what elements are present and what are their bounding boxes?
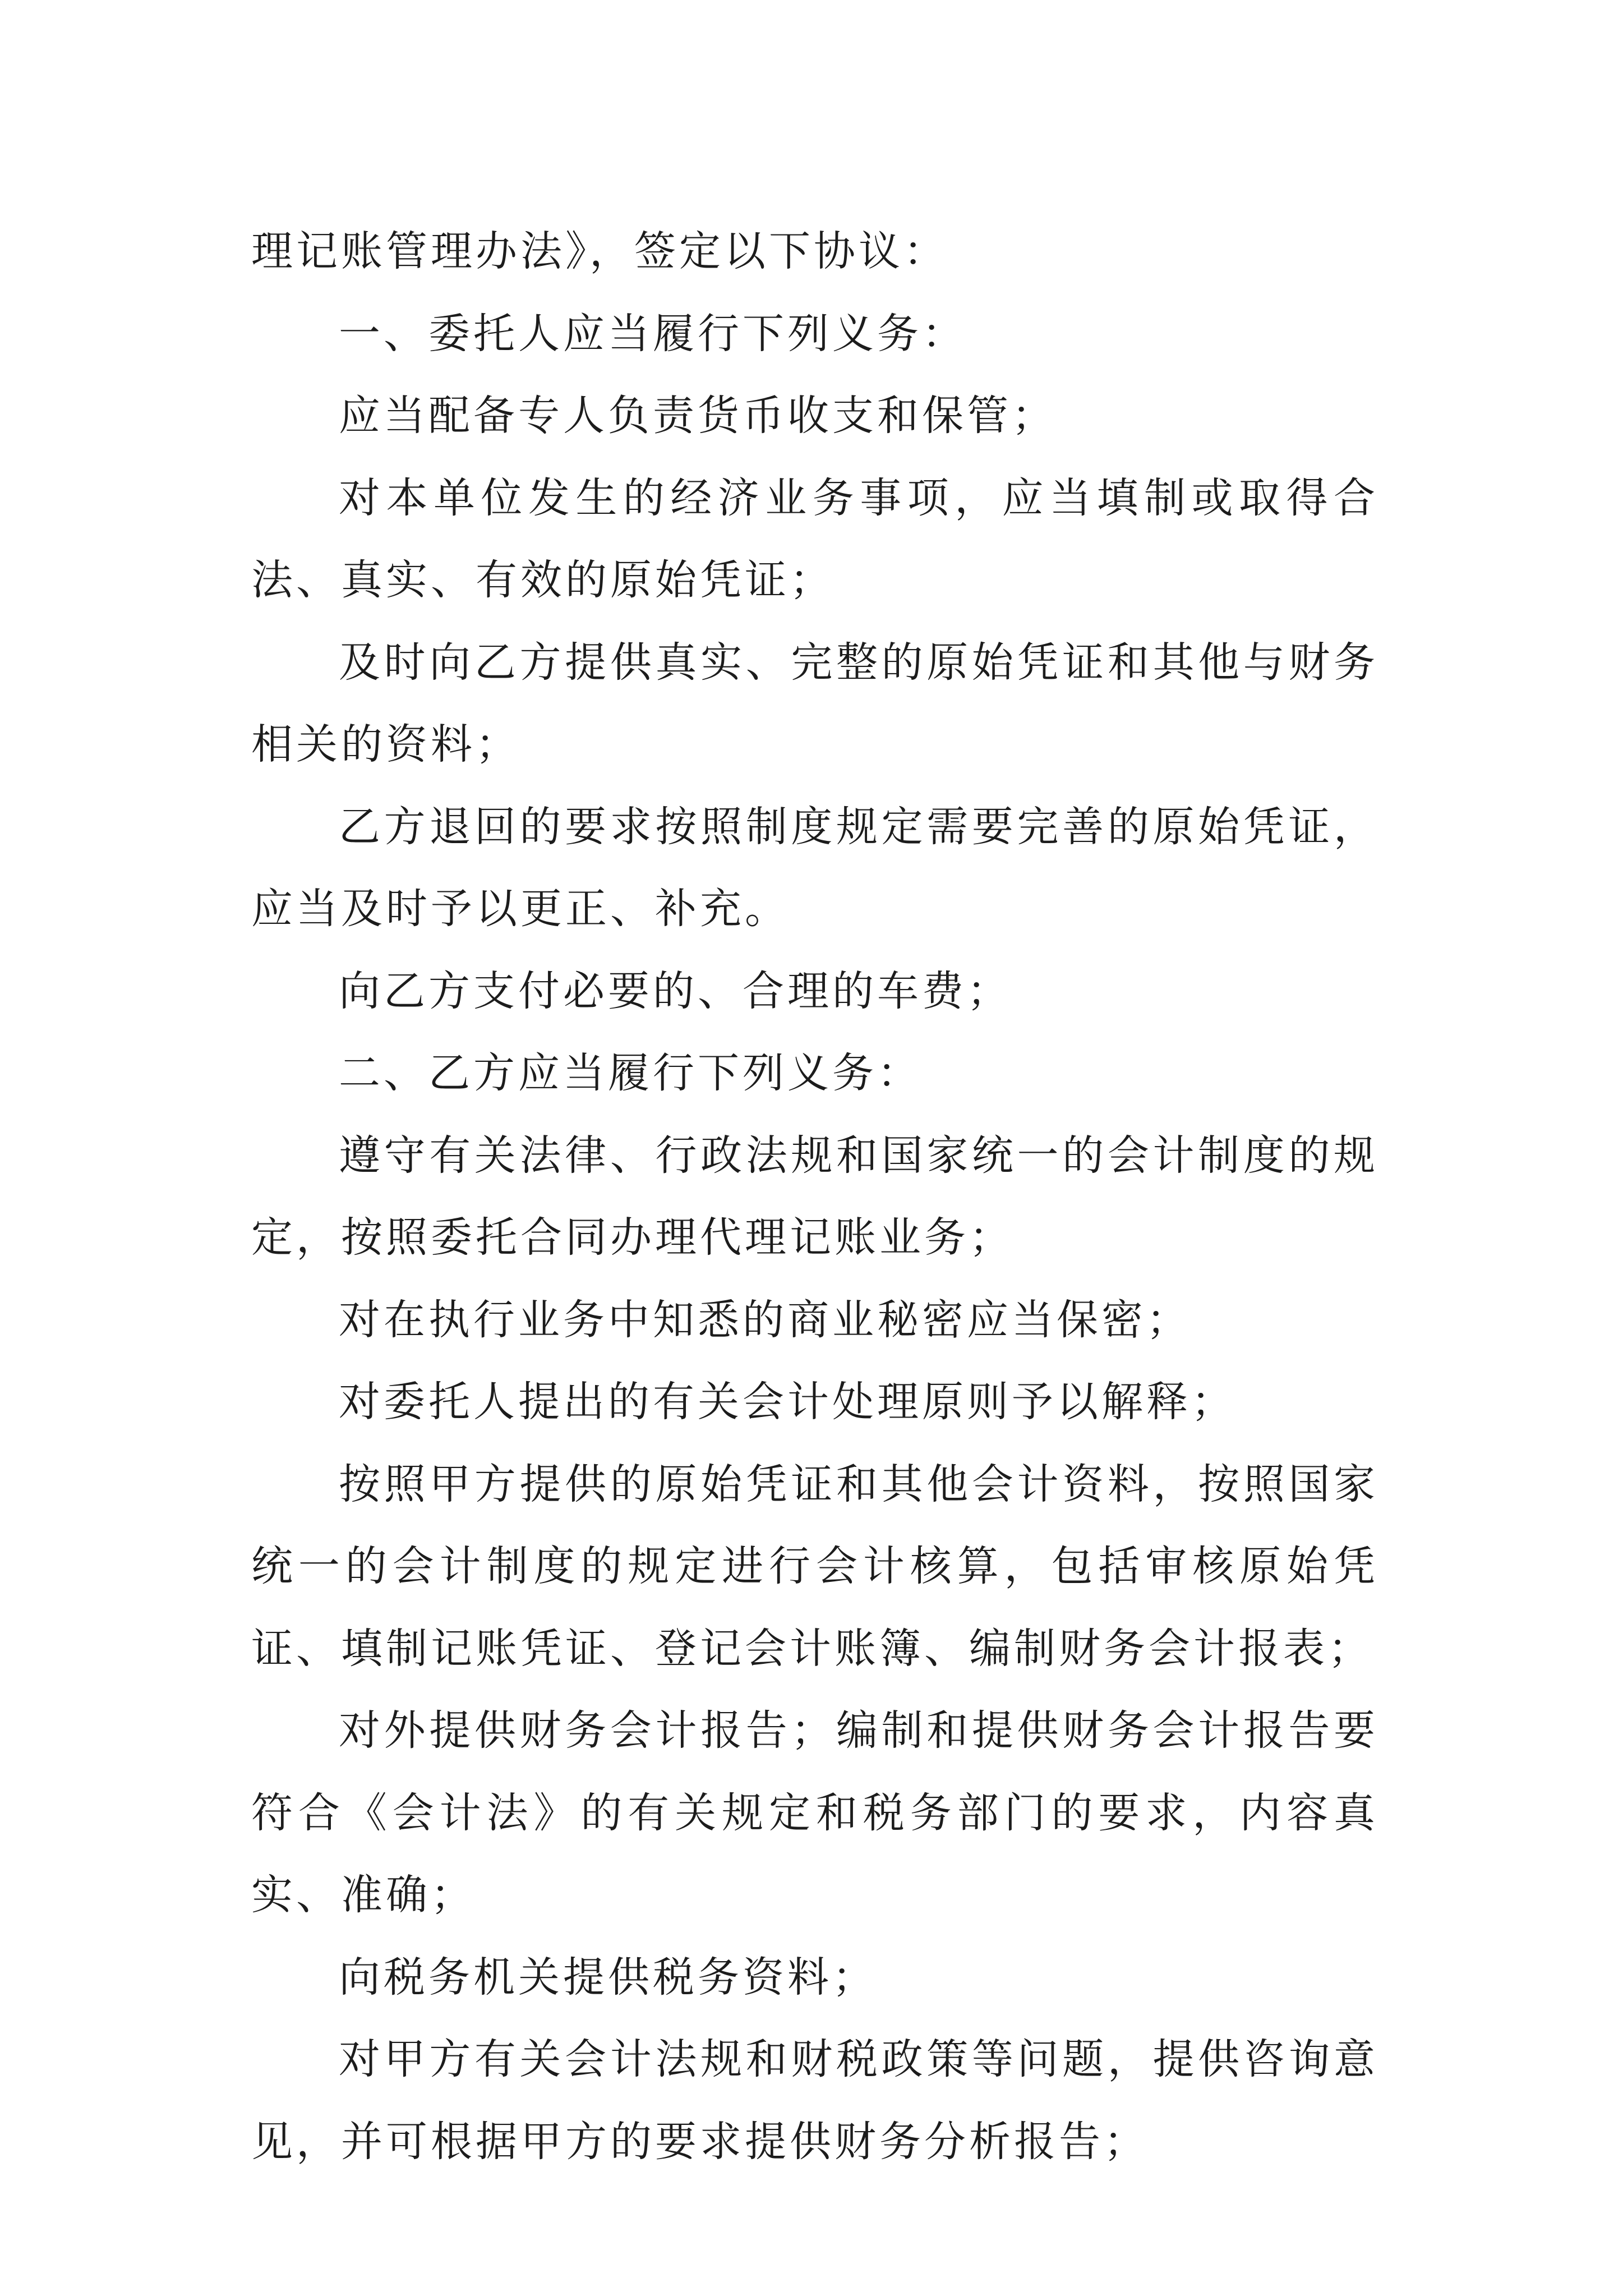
paragraph: 对委托人提出的有关会计处理原则予以解释； — [339, 1378, 1236, 1426]
section-heading-party-b-duties: 二、乙方应当履行下列义务： — [339, 1049, 922, 1097]
paragraph: 按照甲方提供的原始凭证和其他会计资料，按照国家统一的会计制度的规定进行会计核算，包括审核原始凭证、填制记账凭证、登记会计账簿、编制财务会计报表； — [251, 1460, 1378, 1673]
paragraph: 对本单位发生的经济业务事项，应当填制或取得合法、真实、有效的原始凭证； — [251, 473, 1378, 604]
paragraph: 遵守有关法律、行政法规和国家统一的会计制度的规定，按照委托合同办理代理记账业务； — [251, 1131, 1378, 1262]
paragraph: 及时向乙方提供真实、完整的原始凭证和其他与财务相关的资料； — [251, 638, 1378, 769]
paragraph-continuation: 理记账管理办法》，签定以下协议： — [251, 227, 948, 275]
paragraph: 向乙方支付必要的、合理的车费； — [339, 967, 1012, 1015]
paragraph: 应当配备专人负责货币收支和保管； — [339, 392, 1057, 440]
paragraph: 乙方退回的要求按照制度规定需要完善的原始凭证，应当及时予以更正、补充。 — [251, 802, 1378, 933]
document-body — [251, 210, 1378, 2183]
paragraph: 向税务机关提供税务资料； — [339, 1953, 877, 2001]
section-heading-client-duties: 一、委托人应当履行下列义务： — [339, 309, 967, 358]
paragraph: 对甲方有关会计法规和财税政策等问题，提供咨询意见，并可根据甲方的要求提供财务分析报告； — [251, 2035, 1378, 2166]
paragraph: 对在执行业务中知悉的商业秘密应当保密； — [339, 1295, 1191, 1344]
paragraph: 对外提供财务会计报告；编制和提供财务会计报告要符合《会计法》的有关规定和税务部门的要求，内容真实、准确； — [251, 1706, 1378, 1919]
